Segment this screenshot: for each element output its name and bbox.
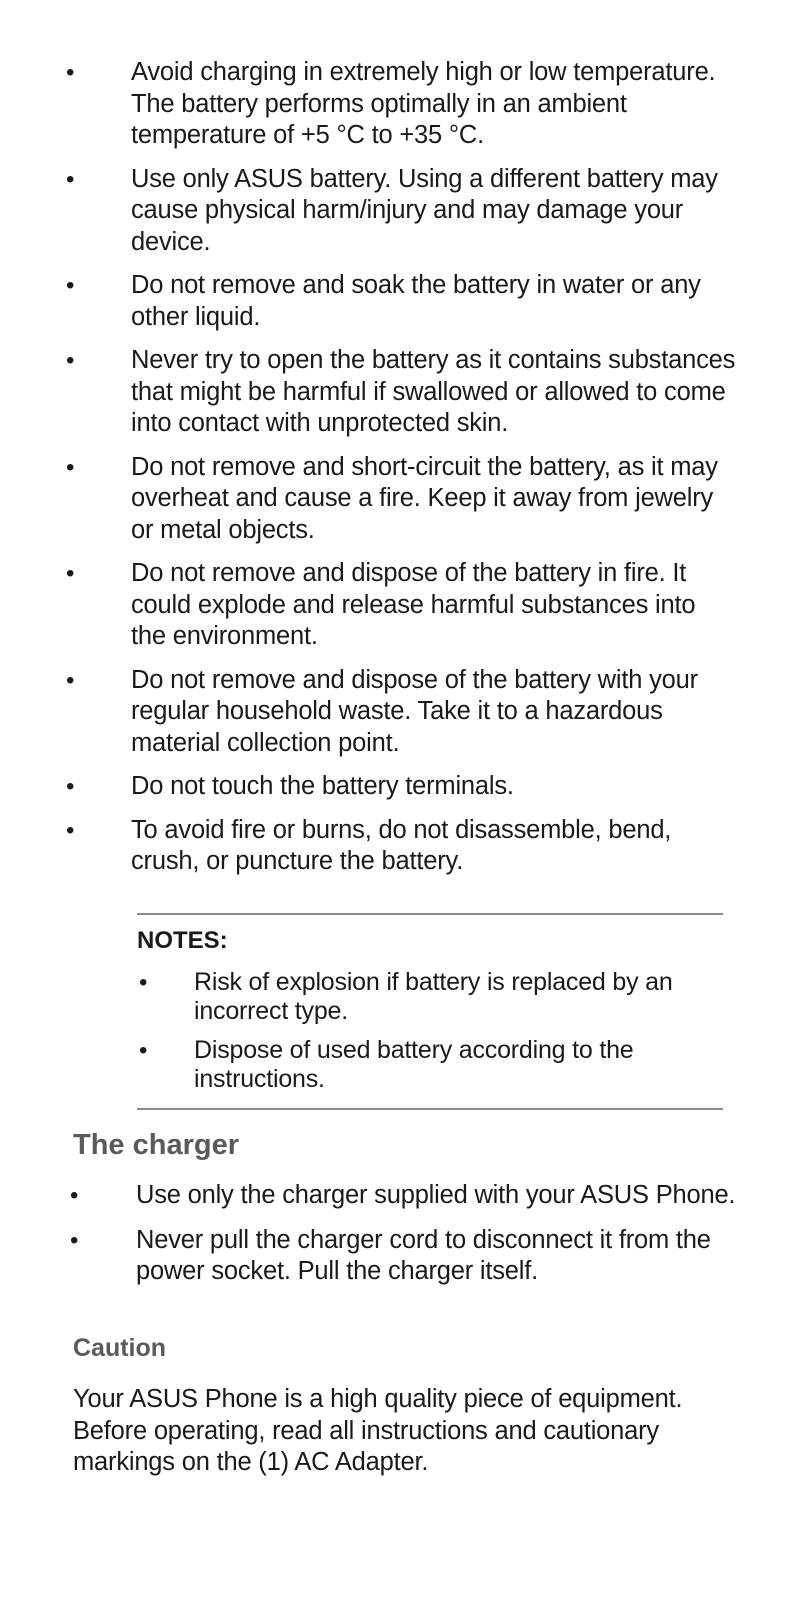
bullet: • [66, 59, 75, 86]
list-item-text: Never try to open the battery as it contains substances that might be harmful if swallowed or allowed to come into contact with unprotected skin. [131, 346, 736, 437]
bullet: • [139, 1037, 148, 1064]
list-item-text: Avoid charging in extremely high or low temperature. The battery performs optimally in an ambient temperature of +5 °C to +35 °C. [131, 58, 716, 149]
notes-title: NOTES: [137, 927, 228, 954]
list-item [0, 270, 807, 333]
list-item [0, 345, 807, 440]
list-item-text: To avoid fire or burns, do not disassemble, bend, crush, or puncture the battery. [131, 815, 672, 875]
list-item-text: Risk of explosion if battery is replaced by an incorrect type. [194, 968, 673, 1025]
list-item [0, 558, 807, 653]
list-item-text: Do not remove and short-circuit the battery, as it may overheat and cause a fire. Keep it away from jewelry or metal objects. [131, 452, 718, 544]
bullet: • [66, 165, 75, 193]
list-item-text: Never pull the charger cord to disconnect it from the power socket. Pull the charger itself. [136, 1225, 711, 1285]
bullet: • [139, 969, 148, 996]
bullet: • [70, 1182, 79, 1209]
bullet: • [66, 773, 75, 800]
notes-box [137, 913, 723, 1110]
list-item-text: Use only the charger supplied with your ASUS Phone. [136, 1181, 736, 1209]
battery-safety-list [0, 57, 807, 890]
caution-heading: Caution [73, 1334, 167, 1362]
list-item-text: Do not remove and dispose of the battery in fire. It could explode and release harmful substances into the environment. [131, 559, 696, 650]
list-item-text: Do not remove and soak the battery in water or any other liquid. [131, 271, 701, 331]
list-item [137, 968, 723, 1026]
list-item [0, 164, 807, 259]
list-item [0, 1180, 807, 1212]
list-item-text: Do not touch the battery terminals. [131, 772, 514, 800]
list-item-text: Do not remove and dispose of the battery with your regular household waste. Take it to a hazardous material collection point. [131, 665, 698, 757]
bullet: • [66, 272, 75, 299]
list-item [0, 57, 807, 152]
list-item [0, 771, 807, 803]
list-item [0, 1225, 807, 1288]
bullet: • [66, 816, 75, 844]
charger-heading: The charger [73, 1129, 239, 1161]
charger-list [0, 1180, 807, 1301]
caution-paragraph: Your ASUS Phone is a high quality piece of equipment. Before operating, read all instructions and cautionary markings on the (1) AC Adapter. [73, 1385, 683, 1476]
bullet: • [66, 453, 75, 481]
list-item [0, 665, 807, 760]
list-item [0, 815, 807, 878]
list-item [137, 1036, 723, 1094]
bullet: • [66, 560, 75, 587]
bullet: • [66, 347, 75, 374]
list-item-text: Dispose of used battery according to the instructions. [194, 1036, 634, 1093]
list-item [0, 452, 807, 547]
list-item-text: Use only ASUS battery. Using a different battery may cause physical harm/injury and may damage your device. [131, 164, 718, 256]
notes-list [137, 968, 723, 1094]
bullet: • [70, 1226, 79, 1254]
bullet: • [66, 666, 75, 694]
